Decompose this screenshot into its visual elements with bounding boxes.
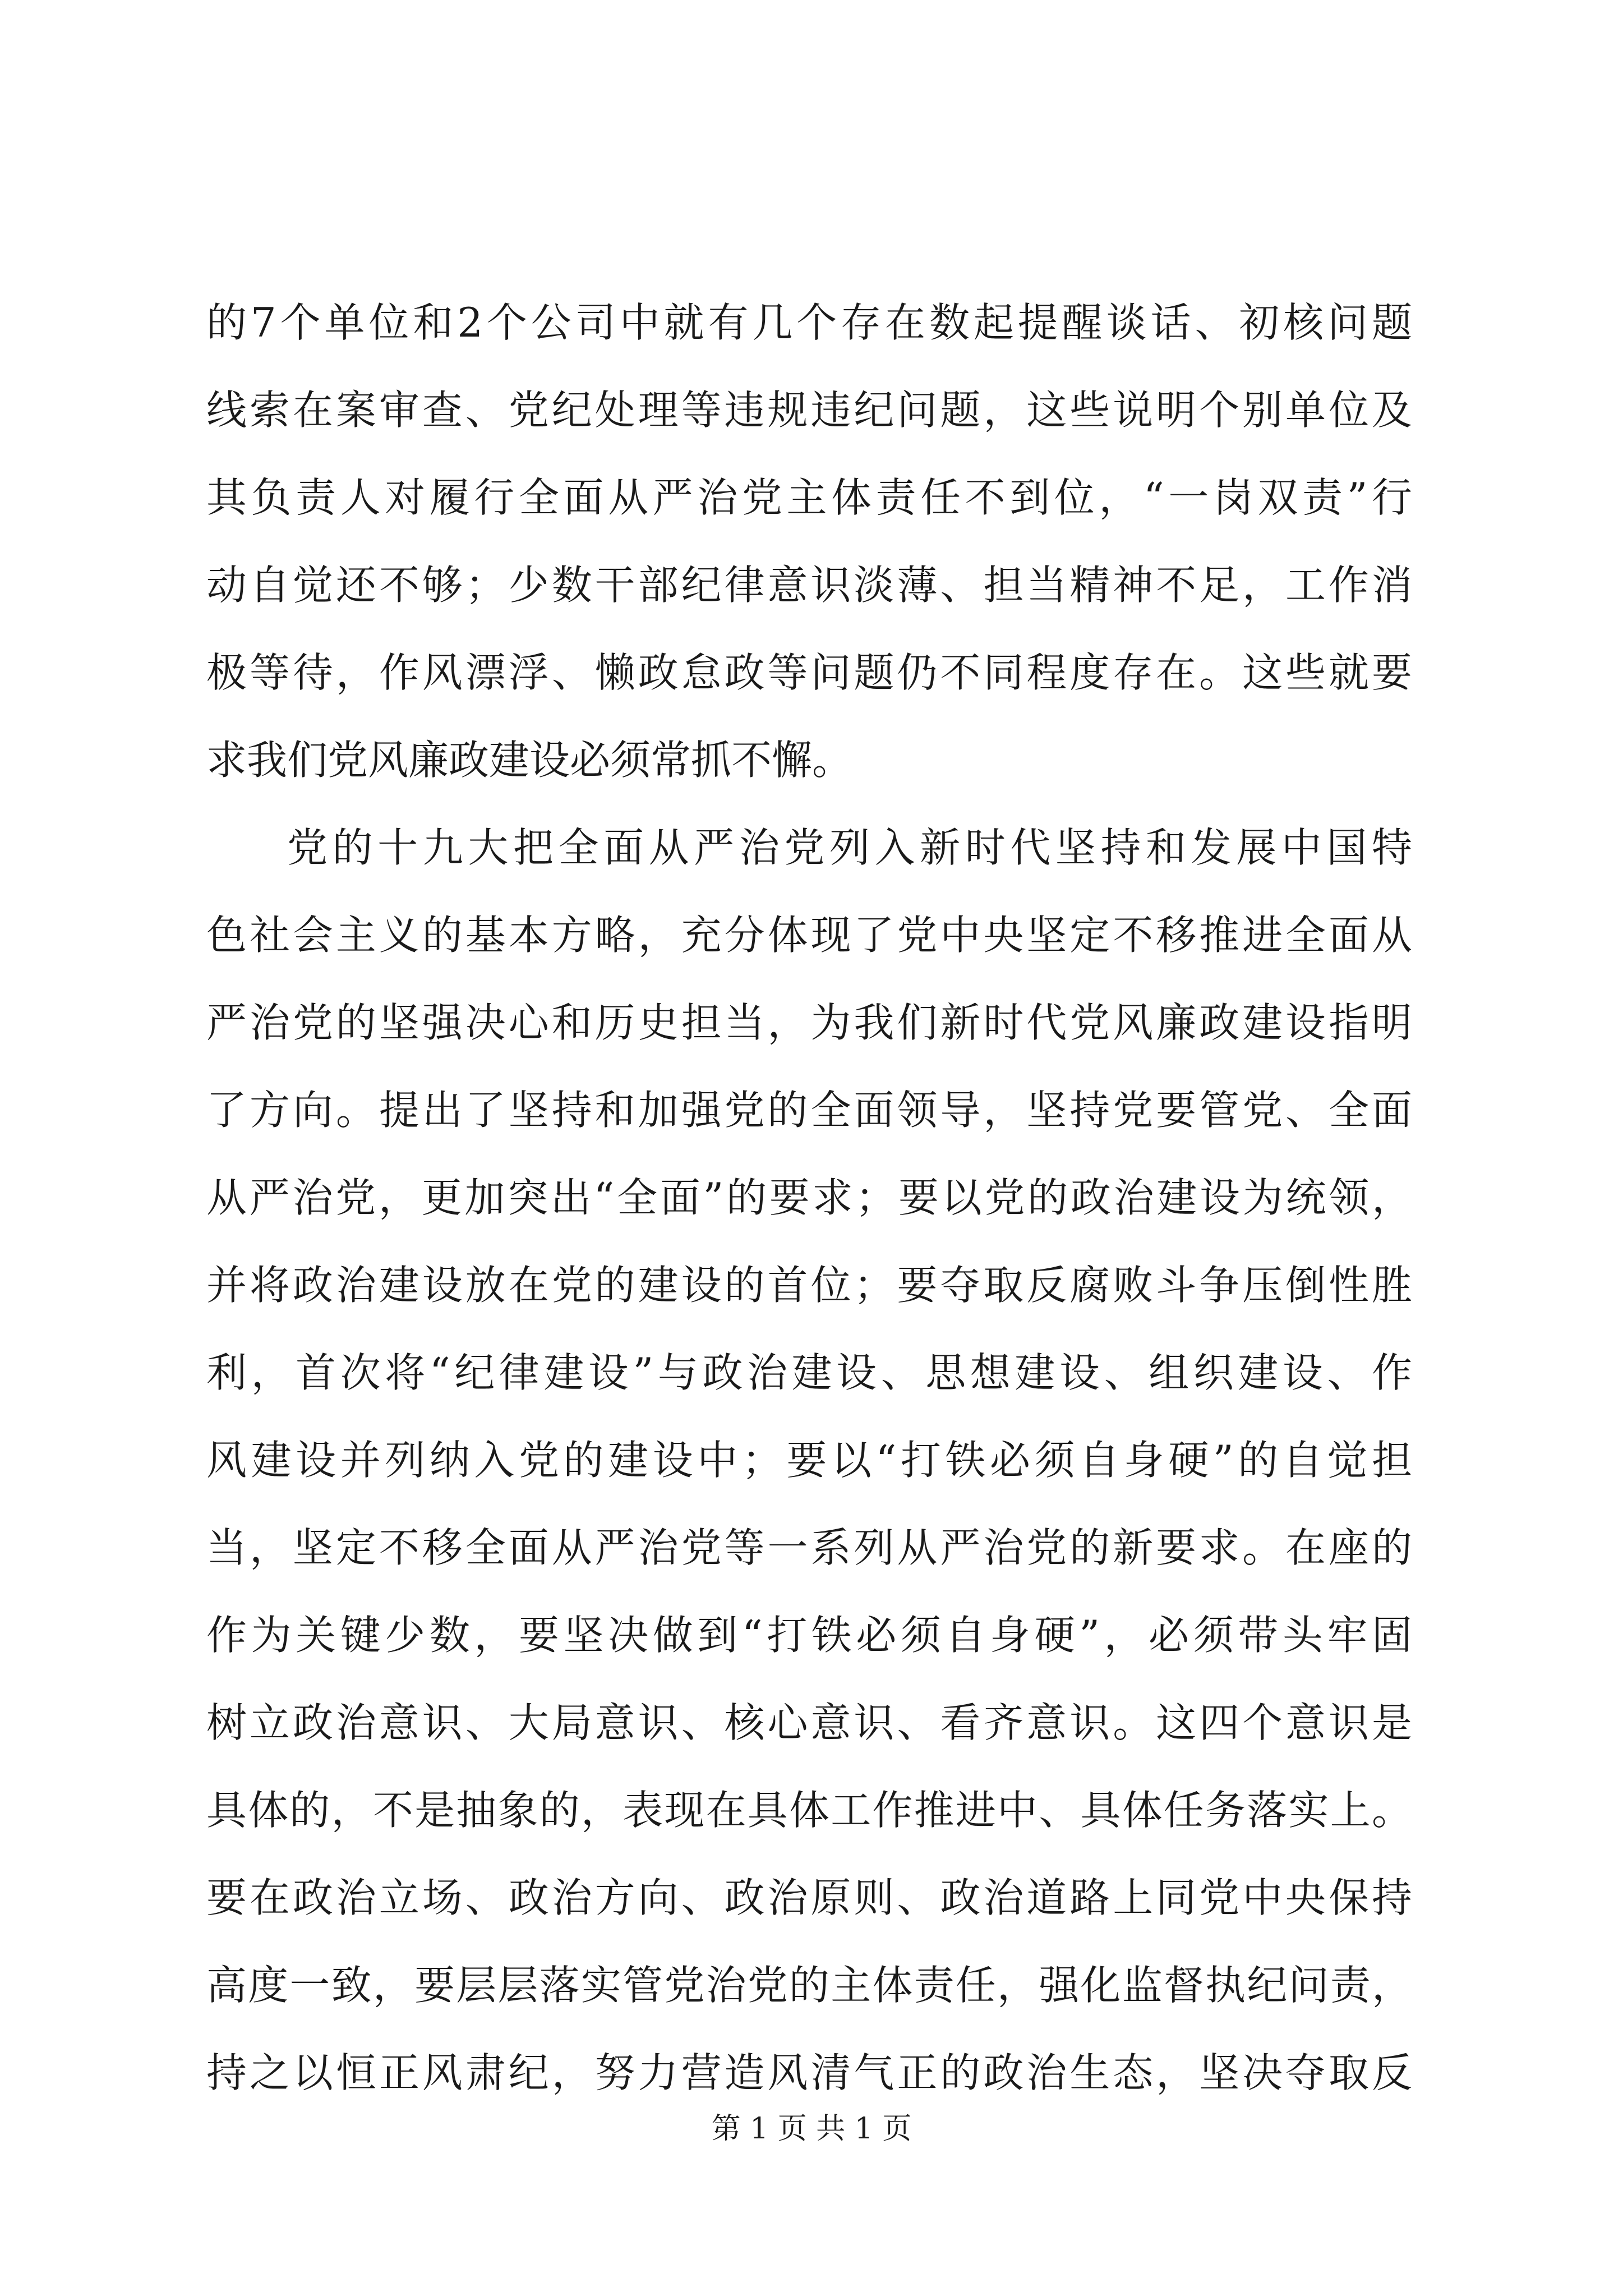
text-line: 党的十九大把全面从严治党列入新时代坚持和发展中国特 [287, 824, 1412, 871]
text-line: 并将政治建设放在党的建设的首位；要夺取反腐败斗争压倒性胜 [206, 1262, 1412, 1309]
text-line: 持之以恒正风肃纪，努力营造风清气正的政治生态，坚决夺取反 [206, 2049, 1412, 2096]
text-line: 当，坚定不移全面从严治党等一系列从严治党的新要求。在座的 [206, 1524, 1412, 1571]
text-line: 风建设并列纳入党的建设中；要以“打铁必须自身硬”的自觉担 [206, 1437, 1412, 1484]
text-line: 严治党的坚强决心和历史担当，为我们新时代党风廉政建设指明 [206, 999, 1412, 1046]
text-line: 了方向。提出了坚持和加强党的全面领导，坚持党要管党、全面 [206, 1087, 1412, 1134]
text-line: 线索在案审查、党纪处理等违规违纪问题，这些说明个别单位及 [206, 386, 1412, 434]
text-line: 要在政治立场、政治方向、政治原则、政治道路上同党中央保持 [206, 1874, 1412, 1921]
page-footer: 第 1 页 共 1 页 [711, 2112, 912, 2146]
text-line: 的7个单位和2个公司中就有几个存在数起提醒谈话、初核问题 [206, 299, 1412, 346]
text-line: 色社会主义的基本方略，充分体现了党中央坚定不移推进全面从 [206, 912, 1412, 959]
text-line: 其负责人对履行全面从严治党主体责任不到位，“一岗双责”行 [206, 474, 1412, 521]
text-line: 作为关键少数，要坚决做到“打铁必须自身硬”，必须带头牢固 [206, 1612, 1412, 1659]
text-line: 求我们党风廉政建设必须常抓不懈。 [206, 737, 853, 784]
text-line: 极等待，作风漂浮、懒政怠政等问题仍不同程度存在。这些就要 [206, 649, 1412, 696]
text-line: 从严治党，更加突出“全面”的要求；要以党的政治建设为统领， [206, 1174, 1412, 1221]
text-line: 动自觉还不够；少数干部纪律意识淡薄、担当精神不足，工作消 [206, 562, 1412, 609]
text-line: 高度一致，要层层落实管党治党的主体责任，强化监督执纪问责， [206, 1962, 1412, 2009]
text-line: 树立政治意识、大局意识、核心意识、看齐意识。这四个意识是 [206, 1699, 1412, 1746]
text-line: 利，首次将“纪律建设”与政治建设、思想建设、组织建设、作 [206, 1349, 1412, 1396]
text-line: 具体的，不是抽象的，表现在具体工作推进中、具体任务落实上。 [206, 1787, 1412, 1834]
